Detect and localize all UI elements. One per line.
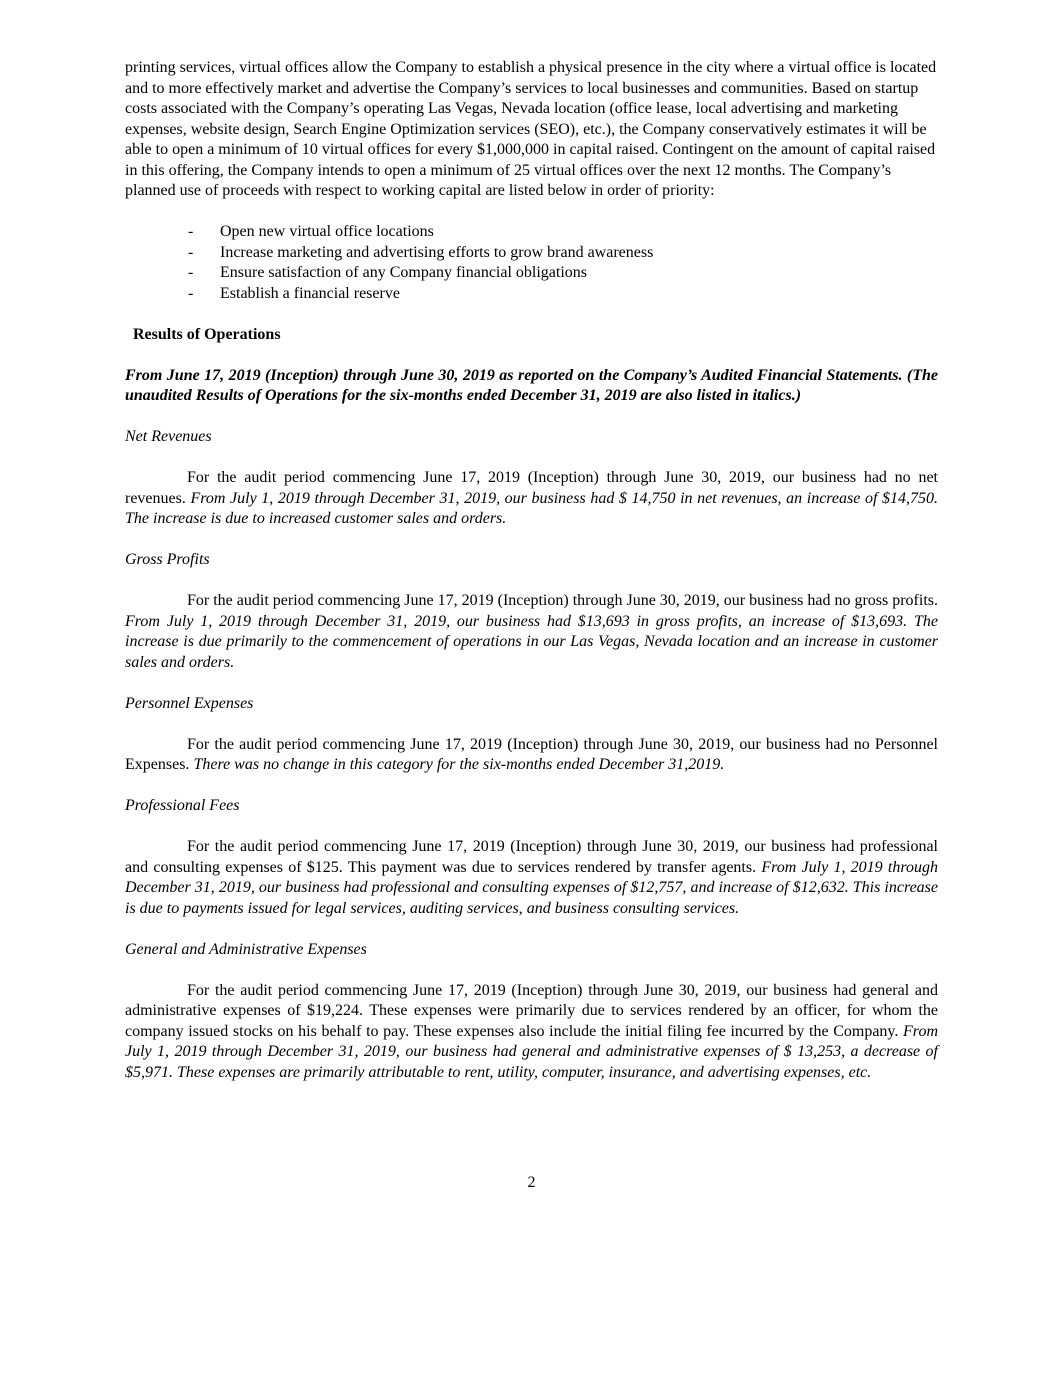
dash-marker: - [188, 264, 194, 281]
dash-marker: - [188, 243, 194, 261]
section-personnel-expenses [125, 694, 938, 776]
section-text-normal: For the audit period commencing June 17, 2019 (Inception) through June 30, 2019, our business had no net revenues. [125, 469, 938, 507]
section-paragraph [125, 468, 938, 530]
results-of-operations-heading: Results of Operations [133, 325, 281, 343]
section-general-admin-expenses [125, 940, 938, 1084]
section-paragraph [125, 591, 938, 673]
section-heading: Gross Profits [125, 551, 210, 568]
list-item-text: Establish a financial reserve [220, 284, 400, 302]
section-text-italic: From July 1, 2019 through December 31, 2019, our business had professional and consulting expenses of $12,757, and increase of $12,632. This increase is due to payments issued for legal services, auditing services, and business consulting services. [125, 858, 939, 917]
section-paragraph [125, 735, 938, 776]
section-text-normal: For the audit period commencing June 17, 2019 (Inception) through June 30, 2019, our business had general and administrative expenses of $19,224. These expenses were primarily due to services rendered by an officer, for whom the company issued stocks on his behalf to pay. These expenses also include the initial filing fee incurred by the Company. [125, 981, 938, 1040]
section-text-normal: For the audit period commencing June 17, 2019 (Inception) through June 30, 2019, our business had no Personnel Expenses. [125, 735, 938, 773]
section-heading: Net Revenues [125, 428, 212, 445]
priority-list [125, 222, 938, 304]
list-item [125, 263, 938, 284]
section-text-italic: From July 1, 2019 through December 31, 2019, our business had $ 14,750 in net revenues, an increase of $14,750. The increase is due to increased customer sales and orders. [125, 489, 939, 527]
section-heading: Professional Fees [125, 797, 240, 814]
dash-marker: - [188, 284, 194, 302]
list-item-text: Open new virtual office locations [220, 223, 434, 240]
list-item [125, 243, 938, 264]
section-net-revenues [125, 427, 938, 530]
list-item-text: Ensure satisfaction of any Company financial obligations [220, 264, 588, 281]
page-number: 2 [527, 1174, 536, 1191]
section-text-italic: From July 1, 2019 through December 31, 2019, our business had general and administrative expenses of $ 13,253, a decrease of $5,971. These expenses are primarily attributable to rent, utility, computer, insurance, and advertising expenses, etc. [125, 1022, 938, 1081]
section-text-italic: There was no change in this category for the six-months ended December 31,2019. [193, 756, 725, 773]
intro-paragraph: printing services, virtual offices allow the Company to establish a physical presence in the city where a virtual office is located and to more effectively market and advertise the Company’s services to local businesses and communities. Based on startup costs associated with the Company’s operating Las Vegas, Nevada location (office lease, local advertising and marketing expenses, website design, Search Engine Optimization services (SEO), etc.), the Company conservatively estimates it will be able to open a minimum of 10 virtual offices for every $1,000,000 in capital raised. Contingent on the amount of capital raised in this offering, the Company intends to open a minimum of 25 virtual offices over the next 12 months. The Company’s planned use of proceeds with respect to working capital are listed below in order of priority: [125, 59, 937, 199]
section-text-normal: For the audit period commencing June 17, 2019 (Inception) through June 30, 2019, our business had no gross profits. [187, 592, 938, 609]
dash-marker: - [188, 223, 194, 240]
list-item [125, 222, 938, 243]
section-heading: Personnel Expenses [125, 694, 254, 712]
section-text-italic: From July 1, 2019 through December 31, 2019, our business had $13,693 in gross profits, an increase of $13,693. The increase is due primarily to the commencement of operations in our Las Vegas, Nevada location and an increase in customer sales and orders. [125, 612, 938, 671]
section-heading: General and Administrative Expenses [125, 940, 367, 958]
section-paragraph [125, 837, 938, 919]
section-text-normal: For the audit period commencing June 17, 2019 (Inception) through June 30, 2019, our business had professional and consulting expenses of $125. This payment was due to services rendered by transfer agents. [125, 838, 938, 876]
section-professional-fees [125, 796, 938, 919]
audited-statement-paragraph: From June 17, 2019 (Inception) through June 30, 2019 as reported on the Company’s Audited Financial Statements. (The unaudited Results of Operations for the six-months ended December 31, 2019 are also listed in italics.) [125, 366, 938, 404]
section-gross-profits [125, 550, 938, 673]
list-item [125, 284, 938, 305]
list-item-text: Increase marketing and advertising efforts to grow brand awareness [220, 243, 654, 261]
section-paragraph [125, 981, 938, 1084]
